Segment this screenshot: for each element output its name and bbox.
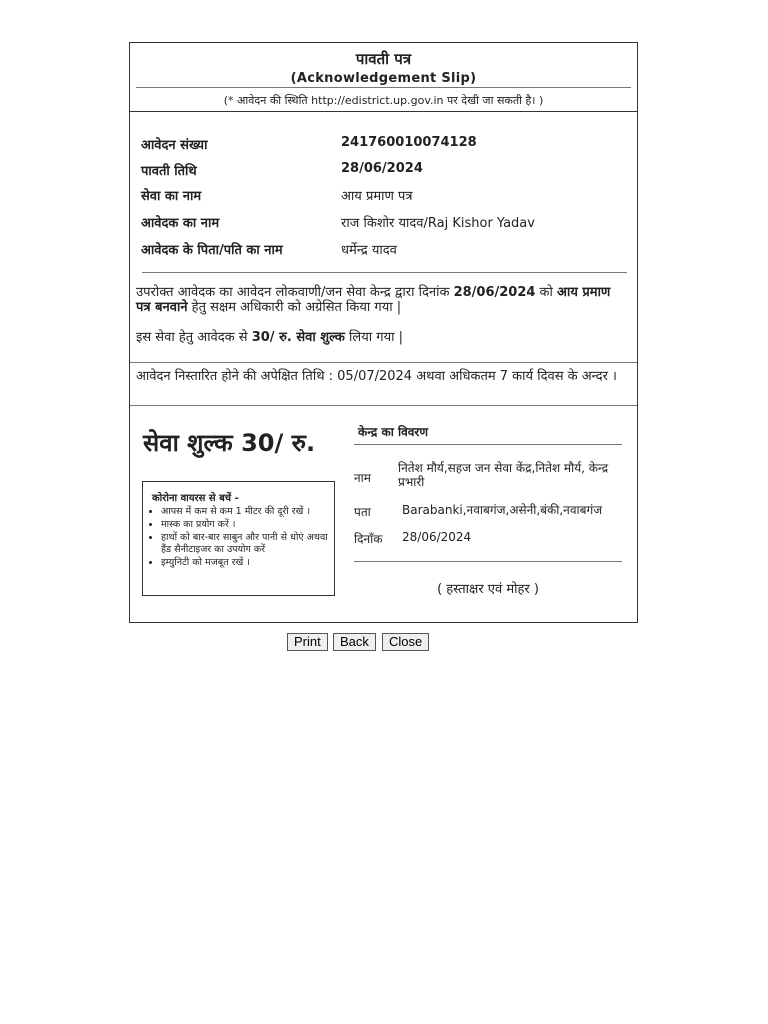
applicant-name-label: आवेदक का नाम: [141, 216, 220, 231]
corona-advisory-box: [142, 481, 335, 596]
acknowledgement-slip: [129, 42, 638, 623]
application-number-value: 241760010074128: [341, 135, 477, 150]
slip-title: पावती पत्र: [355, 50, 412, 68]
receipt-date-label: पावती तिथि: [141, 164, 197, 179]
divider: [130, 362, 637, 363]
print-button[interactable]: Print: [287, 633, 328, 651]
slip-subtitle: (Acknowledgement Slip): [290, 71, 477, 86]
corona-title: कोरोना वायरस से बचें -: [152, 493, 239, 504]
applicant-name-value: राज किशोर यादव/Raj Kishor Yadav: [341, 216, 535, 231]
list-item: • हाथों को बार-बार साबुन और पानी से धोएं अथवा हैंड सैनीटाइजर का उपयोग करें: [161, 532, 335, 556]
forward-service: आय प्रमाण पत्र बनवाने: [136, 285, 611, 315]
close-button[interactable]: Close: [382, 633, 429, 651]
status-note: (* आवेदन की स्थिति http://edistrict.up.gov.in पर देखी जा सकती है। ): [223, 94, 544, 107]
forward-paragraph: [136, 285, 623, 315]
father-name-value: धर्मेन्द्र यादव: [341, 243, 397, 258]
centre-name-value: नितेश मौर्य,सहज जन सेवा केंद्र,नितेश मौर्य, केन्द्र प्रभारी: [398, 461, 609, 489]
corona-list: [147, 506, 335, 570]
receipt-date-value: 28/06/2024: [341, 161, 423, 176]
expected-date-text: आवेदन निस्तारित होने की अपेक्षित तिथि : 05/07/2024 अथवा अधिकतम 7 कार्य दिवस के अन्दर ।: [136, 369, 617, 384]
service-name-value: आय प्रमाण पत्र: [341, 189, 413, 204]
list-item: • आपस में कम से कम 1 मीटर की दूरी रखें ।: [161, 506, 335, 518]
divider: [354, 444, 622, 445]
divider: [136, 87, 631, 88]
fee-amount: 30/ रु. सेवा शुल्क: [251, 330, 345, 345]
divider: [130, 111, 637, 112]
forward-text-2: को: [535, 285, 558, 300]
back-button[interactable]: Back: [333, 633, 376, 651]
fee-text-1: इस सेवा हेतु आवेदक से: [136, 330, 252, 345]
fee-paragraph: [136, 330, 623, 345]
fee-text-2: लिया गया |: [344, 330, 404, 345]
service-name-label: सेवा का नाम: [141, 189, 202, 204]
divider: [354, 561, 622, 562]
service-fee-heading: सेवा शुल्क 30/ रु.: [143, 429, 316, 457]
centre-date-label: दिनाँक: [354, 532, 383, 546]
father-name-label: आवेदक के पिता/पति का नाम: [141, 243, 283, 258]
divider: [130, 405, 637, 406]
signature-stamp-label: ( हस्ताक्षर एवं मोहर ): [437, 582, 539, 597]
centre-name-label: नाम: [354, 471, 371, 485]
centre-address-label: पता: [354, 505, 371, 519]
forward-text-1: उपरोक्त आवेदक का आवेदन लोकवाणी/जन सेवा केन्द्र द्वारा दिनांक: [136, 285, 454, 300]
forward-date: 28/06/2024: [453, 285, 536, 300]
forward-text-3: हेतु सक्षम अधिकारी को अग्रेसित किया गया |: [187, 300, 402, 315]
divider: [142, 272, 627, 273]
list-item: • मास्क का प्रयोग करें ।: [161, 519, 335, 531]
list-item: • इम्युनिटी को मजबूत रखें ।: [161, 557, 335, 569]
centre-details-heading: केन्द्र का विवरण: [358, 425, 429, 439]
centre-date-value: 28/06/2024: [402, 530, 472, 544]
centre-address-value: Barabanki,नवाबगंज,असेनी,बंकी,नवाबगंज: [402, 503, 603, 517]
application-number-label: आवेदन संख्या: [141, 138, 208, 153]
